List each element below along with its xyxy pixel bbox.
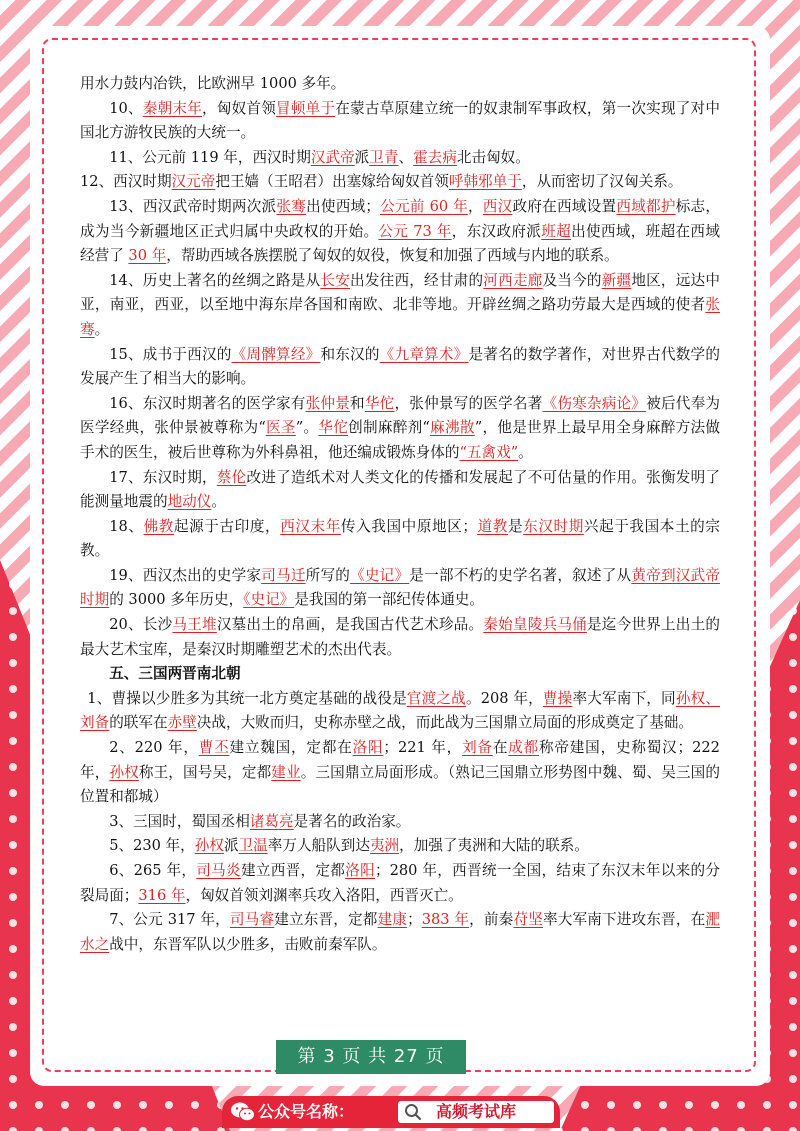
text-segment: ，张仲景写的医学名著: [394, 394, 543, 412]
text-segment: 改进了造纸术对人类文化的传播和发展起了不可估量的作用。张衡发明了能测量地震的: [80, 468, 720, 511]
paragraph: [80, 859, 720, 908]
highlighted-term: 汉武帝: [310, 148, 355, 166]
text-segment: 创制麻醉剂“: [348, 419, 430, 437]
text-segment: 政府在西域设置: [512, 197, 617, 215]
highlighted-term: 华佗: [318, 419, 349, 437]
text-segment: 是一部不朽的史学名著，叙述了从: [409, 566, 632, 584]
text-segment: 称帝建国，史称蜀汉；222 年，: [80, 739, 720, 781]
highlighted-term: 赤壁: [167, 714, 197, 732]
paragraph: [80, 343, 720, 392]
highlighted-term: 张仲景: [305, 394, 351, 412]
text-segment: 是著名的政治家。: [293, 812, 411, 830]
text-segment: ，匈奴首领刘渊率兵攻入洛阳，西晋灭亡。: [185, 886, 463, 904]
paragraph: [80, 687, 720, 736]
highlighted-term: 华佗: [364, 394, 395, 412]
text-segment: 是: [507, 517, 524, 535]
highlighted-term: 《史记》: [243, 591, 295, 609]
highlighted-term: 地动仪: [167, 493, 212, 511]
text-segment: 。: [518, 443, 533, 461]
highlighted-term: 黄帝到汉武帝时期: [80, 566, 720, 609]
text-segment: 传入我国中原地区；: [340, 517, 477, 535]
highlighted-term: 建业: [271, 763, 301, 781]
paragraph: [80, 146, 720, 171]
text-segment: ，从而密切了汉匈关系。: [521, 173, 683, 191]
paragraph: [80, 613, 720, 662]
text-segment: 兴起于我国本土的宗教。: [80, 517, 720, 560]
paragraph: [80, 810, 720, 835]
highlighted-term: 刘备: [462, 739, 493, 757]
paragraph: [80, 72, 720, 97]
text-segment: ，前秦: [469, 911, 514, 929]
text-segment: 。: [94, 320, 110, 338]
brand-bar: [222, 1096, 560, 1128]
text-segment: ；280 年，西晋统一全国，结束了东汉末年以来的分裂局面；: [80, 862, 720, 904]
text-segment: ，东汉政府派: [451, 222, 542, 240]
highlighted-term: 公元 73 年: [378, 222, 452, 240]
text-segment: 15、成书于西汉的: [109, 345, 232, 363]
text-segment: 7、公元 317 年，: [109, 911, 230, 929]
text-segment: 起源于古印度，: [173, 517, 281, 535]
highlighted-term: 司马炎: [196, 862, 241, 879]
highlighted-term: 西汉末年: [280, 517, 341, 535]
highlighted-term: 新疆: [601, 271, 632, 289]
paragraph: [80, 97, 720, 146]
text-segment: 是著名的数学著作，对世界古代数学的发展产生了相当大的影响。: [80, 345, 720, 388]
highlighted-term: 班超: [541, 222, 572, 240]
document-body: [80, 72, 720, 957]
highlighted-term: 河西走廊: [483, 271, 543, 289]
text-segment: 率万人船队到达: [267, 837, 370, 855]
text-segment: ；: [407, 911, 422, 929]
highlighted-term: 霍去病: [413, 148, 457, 166]
highlighted-term: 曹丕: [198, 739, 230, 757]
text-segment: 11、公元前 119 年，西汉时期: [109, 148, 311, 166]
text-segment: 汉墓出土的帛画，是我国古代艺术珍品。: [216, 616, 484, 634]
text-segment: 的联军在: [109, 714, 168, 732]
text-segment: 10、: [109, 99, 143, 117]
text-segment: ，加强了夷洲和大陆的联系。: [399, 837, 589, 855]
text-segment: 1、曹操以少胜多为其统一北方奠定基础的战役是: [87, 689, 407, 707]
text-segment: 的 3000 多年历史，: [109, 591, 244, 609]
text-segment: 19、西汉杰出的史学家: [109, 566, 262, 584]
text-segment: 。: [211, 493, 226, 511]
highlighted-term: 苻坚: [513, 911, 543, 929]
paragraph: [80, 515, 720, 564]
highlighted-term: 佛教: [143, 517, 174, 535]
text-segment: 地区，远达中亚，南亚，西亚，以至地中海东岸各国和南欧、北非等地。开辟丝绸之路功劳最大是西域的使者: [80, 271, 720, 314]
page-number-label: 第 3 页 共 27 页: [276, 1040, 466, 1074]
text-segment: 用水力鼓内冶铁，比欧洲早 1000 多年。: [80, 75, 346, 92]
highlighted-term: 麻沸散: [429, 419, 475, 437]
highlighted-term: 张骞: [80, 296, 720, 338]
section-heading: [80, 662, 720, 687]
highlighted-term: 官渡之战: [406, 689, 466, 707]
paragraph: [80, 564, 720, 613]
text-segment: ”，他是世界上最早用全身麻醉方法做手术的医生，被后世尊称为外科鼻祖，他还编成锻炼身体的: [80, 419, 720, 461]
highlighted-term: 孙权: [109, 763, 139, 781]
text-segment: ，帮助西域各族摆脱了匈奴的奴役，恢复和加强了西域与内地的联系。: [166, 247, 619, 265]
text-segment: 决战，大败而归，史称赤壁之战，而此战为三国鼎立局面的形成奠定了基础。: [196, 714, 693, 732]
text-segment: 出发往西，经甘肃的: [350, 271, 484, 289]
paragraph: [80, 392, 720, 466]
text-segment: 2、220 年，: [109, 739, 199, 757]
text-segment: 派: [223, 837, 239, 855]
text-segment: 被后代奉为医学经典，张仲景被尊称为“: [80, 394, 720, 437]
paragraph: [80, 170, 720, 195]
highlighted-term: 卫温: [238, 837, 268, 855]
text-segment: ；221 年，: [383, 739, 463, 757]
text-segment: 在: [492, 739, 509, 757]
text-segment: 14、历史上著名的丝绸之路是从: [109, 271, 321, 289]
highlighted-term: 公元前 60 年: [380, 197, 468, 215]
text-segment: 率大军南下，同: [572, 689, 676, 707]
paragraph: [80, 195, 720, 269]
highlighted-term: 司马迁: [261, 566, 306, 584]
text-segment: 所写的: [305, 566, 351, 584]
text-segment: ，: [467, 197, 483, 215]
text-segment: 标志，成为当今新疆地区正式归属中央政权的开始。: [80, 197, 720, 240]
paragraph: [80, 736, 720, 810]
text-segment: 派: [354, 148, 370, 166]
highlighted-term: 马王堆: [172, 616, 217, 634]
highlighted-term: 西汉: [482, 197, 513, 215]
brand-label: 公众号名称：: [258, 1102, 355, 1121]
text-segment: 20、长沙: [109, 616, 173, 634]
brand-search-box[interactable]: [398, 1101, 554, 1123]
highlighted-term: 呼韩邪单于: [448, 173, 522, 191]
text-segment: 。208 年，: [465, 689, 543, 707]
text-segment: 16、东汉时期著名的医学家有: [109, 394, 306, 412]
text-segment: 。三国鼎立局面形成。（熟记三国鼎立形势图中魏、蜀、吴三国的位置和都城）: [80, 763, 720, 806]
text-segment: 、: [398, 148, 414, 166]
text-segment: 6、265 年，: [109, 862, 197, 879]
highlighted-term: 秦始皇陵兵马俑: [483, 616, 587, 634]
highlighted-term: 孙权、刘备: [80, 689, 720, 732]
brand-name: 高频考试库: [436, 1102, 517, 1121]
text-segment: 出使西域；: [306, 197, 381, 215]
highlighted-term: 成都: [508, 739, 540, 757]
text-segment: 北击匈奴。: [456, 148, 530, 166]
highlighted-term: 道教: [476, 517, 508, 535]
highlighted-term: 孙权: [194, 837, 224, 855]
highlighted-term: 医圣: [265, 419, 296, 437]
wechat-icon: [230, 1100, 256, 1124]
text-segment: 18、: [109, 517, 144, 535]
text-segment: 是我国的第一部纪传体通史。: [294, 591, 484, 609]
text-segment: 在蒙古草原建立统一的奴隶制军事政权，第一次实现了对中国北方游牧民族的大统一。: [80, 99, 720, 142]
text-segment: 战中，东晋军队以少胜多，击败前秦军队。: [109, 935, 387, 953]
highlighted-term: 卫青: [369, 148, 399, 166]
search-icon: [404, 1103, 422, 1121]
text-segment: 13、西汉武帝时期两次派: [109, 197, 277, 215]
paragraph: [80, 269, 720, 343]
highlighted-term: 曹操: [542, 689, 573, 707]
highlighted-term: 30 年: [128, 247, 167, 265]
text-segment: ，匈奴首领: [202, 99, 277, 117]
text-segment: 及当今的: [542, 271, 602, 289]
highlighted-term: 夷洲: [369, 837, 400, 855]
text-segment: 和: [350, 394, 365, 412]
paragraph: [80, 466, 720, 515]
text-segment: 建立魏国，定都在: [229, 739, 353, 757]
highlighted-term: 蔡伦: [216, 468, 247, 486]
text-segment: 建立西晋，定都: [240, 862, 346, 879]
highlighted-term: 东汉时期: [523, 517, 584, 535]
text-segment: 建立东晋，定都: [274, 911, 378, 929]
text-segment: 5、230 年，: [109, 837, 195, 855]
highlighted-term: 建康: [377, 911, 408, 929]
text-segment: 是迄今世界上出土的最大艺术宝库，是秦汉时期雕塑艺术的杰出代表。: [80, 616, 720, 658]
highlighted-term: 《史记》: [350, 566, 410, 584]
text-segment: 五、三国两晋南北朝: [109, 665, 241, 683]
text-segment: 出使西域，班超在西域经营了: [80, 222, 720, 265]
paragraph: [80, 908, 720, 957]
text-segment: 和东汉的: [320, 345, 380, 363]
text-segment: 率大军南下进攻东晋，在: [542, 911, 706, 929]
highlighted-term: 司马睿: [229, 911, 275, 929]
highlighted-term: 秦朝末年: [142, 99, 202, 117]
highlighted-term: 洛阳: [345, 862, 375, 879]
highlighted-term: 长安: [320, 271, 351, 289]
text-segment: ”。: [295, 419, 319, 437]
highlighted-term: 《伤寒杂病论》: [542, 394, 647, 412]
text-segment: 把王嫱（王昭君）出塞嫁给匈奴首领: [215, 173, 449, 191]
highlighted-term: 汉元帝: [171, 173, 216, 191]
text-segment: 称王，国号吴，定都: [138, 763, 272, 781]
highlighted-term: 西域都护: [616, 197, 676, 215]
highlighted-term: 冒顿单于: [276, 99, 336, 117]
text-segment: 12、西汉时期: [80, 173, 172, 191]
text-segment: 17、东汉时期，: [109, 468, 217, 486]
highlighted-term: 张骞: [276, 197, 307, 215]
highlighted-term: 洛阳: [352, 739, 384, 757]
highlighted-term: 《周髀算经》: [231, 345, 321, 363]
highlighted-term: 316 年: [138, 886, 186, 904]
highlighted-term: 《九章算术》: [379, 345, 469, 363]
highlighted-term: “五禽戏”: [459, 443, 519, 461]
paragraph: [80, 834, 720, 859]
highlighted-term: 淝水之: [80, 911, 720, 953]
text-segment: 3、三国时，蜀国丞相: [109, 812, 250, 830]
highlighted-term: 诸葛亮: [249, 812, 294, 830]
highlighted-term: 383 年: [421, 911, 470, 929]
